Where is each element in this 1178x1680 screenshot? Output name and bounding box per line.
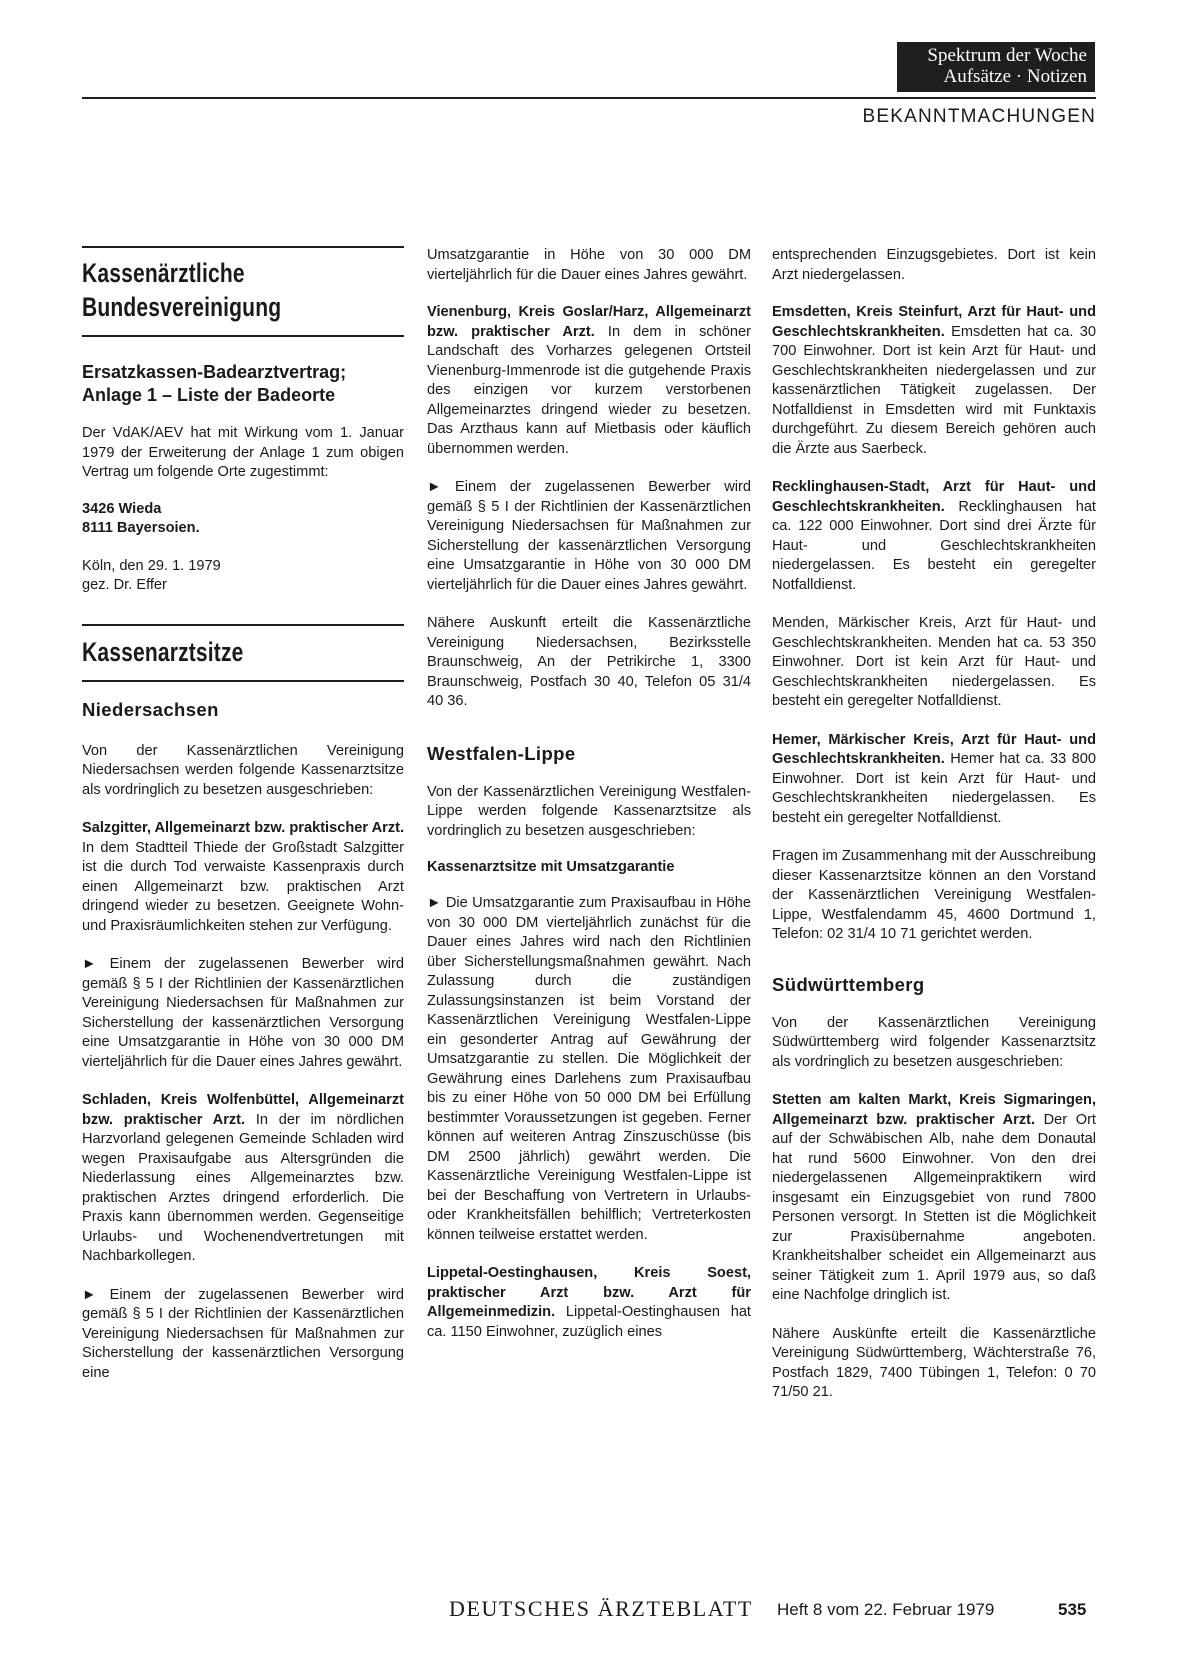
signature — [82, 557, 404, 596]
column-2 — [427, 246, 751, 1342]
listing-recklinghausen — [772, 478, 1096, 595]
listing-vienenburg — [427, 303, 751, 459]
ort-wieda: 3426 Wieda — [82, 500, 162, 517]
badearzt-heading — [82, 361, 404, 407]
rubric-line-2: Aufsätze · Notizen — [943, 66, 1087, 87]
orte-list — [82, 500, 404, 539]
region-heading-westfalen-lippe: Westfalen-Lippe — [427, 742, 576, 764]
kbv-heading-line-2: Bundesvereinigung — [82, 292, 282, 322]
badearzt-heading-line-2: Anlage 1 – Liste der Badeorte — [82, 385, 336, 405]
rubric-badge — [897, 42, 1095, 92]
listing-hemer — [772, 731, 1096, 829]
divider — [82, 335, 404, 337]
region-heading-suedwuerttemberg: Südwürttemberg — [772, 973, 925, 995]
listing-emsdetten-body: Emsdetten hat ca. 30 700 Einwohner. Dort ist kein Arzt für Haut- und Geschlechtskrankheiten niedergelassen und zur kassenärztlichen Tätigkeit zugelassen. Der Notfalldienst in Emsdetten wird mit Funktaxis durchgeführt. Zu diesem Bereich gehören auch die Ärzte aus Saerbeck. — [772, 323, 1096, 457]
header-rule — [82, 97, 1096, 99]
umsatzgarantie-note: ► Einem der zugelassenen Bewerber wird gemäß § 5 I der Richtlinien der Kassenärztlichen Vereinigung Niedersachsen für Maßnahmen zur Sicherstellung der kassenärztlichen Versorgung eine Umsatzgarantie in Höhe von 30 000 DM vierteljährlich für die Dauer eines Jahres gewährt. — [427, 479, 751, 593]
listing-hemer-body: Hemer hat ca. 33 800 Einwohner. Dort ist kein Arzt für Haut- und Geschlechtskrankheiten niedergelassen. Es besteht ein geregelter Notfalldienst. — [772, 751, 1096, 826]
listing-lippetal — [427, 1264, 751, 1342]
divider — [82, 246, 404, 248]
listing-schladen-body: In der im nördlichen Harzvorland gelegenen Gemeinde Schladen wird wegen Praxisaufgabe aus Altersgründen die Niederlassung eines Allgemeinarztes bzw. praktischen Arztes dringend erforderlich. Die Praxis kann übernommen werden. Gegenseitige Urlaubs- und Wochenendvertretungen mit Nachbarkollegen. — [82, 1111, 404, 1264]
listing-salzgitter-body: In dem Stadtteil Thiede der Großstadt Salzgitter ist die durch Tod verwaiste Kassenpraxis durch einen Allgemeinarzt bzw. praktischen Arzt dringend wieder zu besetzen. Geeignete Wohn- und Praxisräumlichkeiten stehen zur Verfügung. — [82, 839, 404, 934]
subheading-umsatzgarantie: Kassenarztsitze mit Umsatzgarantie — [427, 859, 675, 875]
page-number: 535 — [1058, 1600, 1087, 1619]
listing-hemer-head: Hemer, Märkischer Kreis, Arzt für Haut- und Geschlechtskrankheiten. — [772, 731, 1096, 767]
issue-info: Heft 8 vom 22. Februar 1979 — [777, 1600, 995, 1619]
column-1 — [82, 246, 404, 1383]
section-title: BEKANNTMACHUNGEN — [862, 106, 1096, 127]
signature-date: Köln, den 29. 1. 1979 — [82, 557, 221, 574]
magazine-name: DEUTSCHES ÄRZTEBLATT — [449, 1596, 753, 1621]
listing-menden: Menden, Märkischer Kreis, Arzt für Haut- und Geschlechtskrankheiten. Menden hat ca. 53 350 Einwohner. Dort ist kein Arzt für Haut- und Geschlechtskrankheiten niedergelassen. Es besteht ein geregelter Notfalldienst. — [772, 615, 1096, 709]
listing-salzgitter-head: Salzgitter, Allgemeinarzt bzw. praktischer Arzt. — [82, 820, 404, 836]
divider — [82, 680, 404, 682]
region-heading-niedersachsen: Niedersachsen — [82, 698, 219, 720]
kbv-heading-line-1: Kassenärztliche — [82, 258, 245, 288]
listing-vienenburg-head: Vienenburg, Kreis Goslar/Harz, Allgemeinarzt bzw. praktischer Arzt. — [427, 304, 751, 340]
westfalen-intro: Von der Kassenärztlichen Vereinigung Westfalen-Lippe werden folgende Kassenarztsitze als vordringlich zu besetzen ausgeschrieben: — [427, 783, 751, 839]
continued-text: Umsatzgarantie in Höhe von 30 000 DM vierteljährlich für die Dauer eines Jahres gewährt. — [427, 247, 751, 283]
kassenarztsitze-heading: Kassenarztsitze — [82, 636, 244, 667]
listing-emsdetten — [772, 303, 1096, 459]
kbv-heading — [82, 256, 404, 324]
suedwuerttemberg-intro: Von der Kassenärztlichen Vereinigung Südwürttemberg wird folgender Kassenarztsitz als vordringlich zu besetzen ausgeschrieben: — [772, 1014, 1096, 1070]
listing-salzgitter — [82, 819, 404, 936]
fragen-westfalen: Fragen im Zusammenhang mit der Ausschreibung dieser Kassenarztsitze können an den Vorstand der Kassenärztlichen Vereinigung Westfalen-Lippe, Westfalendamm 45, 4600 Dortmund 1, Telefon: 02 31/4 10 71 gerichtet werden. — [772, 848, 1096, 942]
auskunft-suedwuerttemberg: Nähere Auskünfte erteilt die Kassenärztliche Vereinigung Südwürttemberg, Wächterstraße 76, Postfach 1829, 7400 Tübingen 1, Telefon: 0 70 71/50 21. — [772, 1325, 1096, 1400]
umsatzgarantie-note: ► Einem der zugelassenen Bewerber wird gemäß § 5 I der Richtlinien der Kassenärztlichen Vereinigung Niedersachsen für Maßnahmen zur Sicherstellung der kassenärztlichen Versorgung eine — [82, 1286, 404, 1381]
listing-stetten — [772, 1091, 1096, 1306]
auskunft-niedersachsen: Nähere Auskunft erteilt die Kassenärztliche Vereinigung Niedersachsen, Bezirksstelle Braunschweig, An der Petrikirche 1, 3300 Braunschweig, Postfach 30 40, Telefon 05 31/4 40 36. — [427, 615, 751, 709]
listing-schladen — [82, 1091, 404, 1267]
westfalen-umsatzgarantie: ► Die Umsatzgarantie zum Praxisaufbau in Höhe von 30 000 DM vierteljährlich zunächst für die Dauer eines Jahres wird nach den Richtlinien über Sicherstellungsmaßnahmen gewährt. Nach Zulassung durch die zuständigen Zulassungsinstanzen ist beim Vorstand der Kassenärztlichen Vereinigung Westfalen-Lippe ein gesonderter Antrag auf Gewährung der Umsatzgarantie zu stellen. Die Möglichkeit der Gewährung eines Darlehens zum Praxisaufbau bis zu einer Höhe von 50 000 DM bei Erfüllung bestimmter Voraussetzungen ist gegeben. Ferner können auf weiteren Antrag Zinszuschüsse (bis DM 2500 jährlich) gewährt werden. Die Kassenärztliche Vereinigung Westfalen-Lippe ist bei der Beschaffung von Vertretern in Urlaubs- oder Krankheitsfällen behilflich; Vertreterkosten können teilweise erstattet werden. — [427, 895, 751, 1243]
listing-vienenburg-body: In dem in schöner Landschaft des Vorharzes gelegenen Ortsteil Vienenburg-Immenrode ist die gutgehende Praxis des einzigen vor kurzem verstorbenen Allgemeinarztes dringend wieder zu besetzen. Das Arzthaus kann auf Mietbasis oder käuflich übernommen werden. — [427, 323, 751, 457]
listing-emsdetten-head: Emsdetten, Kreis Steinfurt, Arzt für Haut- und Geschlechtskrankheiten. — [772, 304, 1096, 340]
listing-recklinghausen-body: Recklinghausen hat ca. 122 000 Einwohner. Dort sind drei Ärzte für Haut- und Geschlechtskrankheiten niedergelassen. Es besteht ein geregelter Notfalldienst. — [772, 498, 1096, 593]
rubric-line-1: Spektrum der Woche — [927, 45, 1087, 66]
ort-bayersoien: 8111 Bayersoien. — [82, 520, 200, 536]
continued-text: entsprechenden Einzugsgebietes. Dort ist kein Arzt niedergelassen. — [772, 247, 1096, 283]
listing-stetten-body: Der Ort auf der Schwäbischen Alb, nahe dem Donautal hat rund 5600 Einwohner. Von den drei niedergelassenen Allgemeinpraktikern wird insgesamt ein Einzugsgebiet von rund 7800 Personen versorgt. In Stetten ist die Möglichkeit zur Praxisübernahme angeboten. Krankheitshalber scheidet ein Allgemeinarzt aus seiner Tätigkeit zum 1. April 1979 aus, so daß eine Nachfolge dringlich ist. — [772, 1111, 1096, 1303]
signature-name: gez. Dr. Effer — [82, 577, 167, 593]
listing-schladen-head: Schladen, Kreis Wolfenbüttel, Allgemeinarzt bzw. praktischer Arzt. — [82, 1092, 404, 1128]
listing-lippetal-body: Lippetal-Oestinghausen hat ca. 1150 Einwohner, zuzüglich eines — [427, 1304, 751, 1340]
listing-recklinghausen-head: Recklinghausen-Stadt, Arzt für Haut- und Geschlechtskrankheiten. — [772, 479, 1096, 515]
divider — [82, 624, 404, 626]
vdak-paragraph: Der VdAK/AEV hat mit Wirkung vom 1. Januar 1979 der Erweiterung der Anlage 1 zum obigen Vertrag um folgende Orte zugestimmt: — [82, 425, 404, 480]
column-3 — [772, 246, 1096, 1403]
badearzt-heading-line-1: Ersatzkassen-Badearztvertrag; — [82, 362, 347, 382]
niedersachsen-intro: Von der Kassenärztlichen Vereinigung Niedersachsen werden folgende Kassenarztsitze als vordringlich zu besetzen ausgeschrieben: — [82, 742, 404, 798]
umsatzgarantie-note: ► Einem der zugelassenen Bewerber wird gemäß § 5 I der Richtlinien der Kassenärztlichen Vereinigung Niedersachsen für Maßnahmen zur Sicherstellung der kassenärztlichen Versorgung eine Umsatzgarantie in Höhe von 30 000 DM vierteljährlich für die Dauer eines Jahres gewährt. — [82, 956, 404, 1070]
listing-lippetal-head: Lippetal-Oestinghausen, Kreis Soest, praktischer Arzt bzw. Arzt für Allgemeinmedizin. — [427, 1265, 751, 1320]
listing-stetten-head: Stetten am kalten Markt, Kreis Sigmaringen, Allgemeinarzt bzw. praktischer Arzt. — [772, 1092, 1096, 1128]
